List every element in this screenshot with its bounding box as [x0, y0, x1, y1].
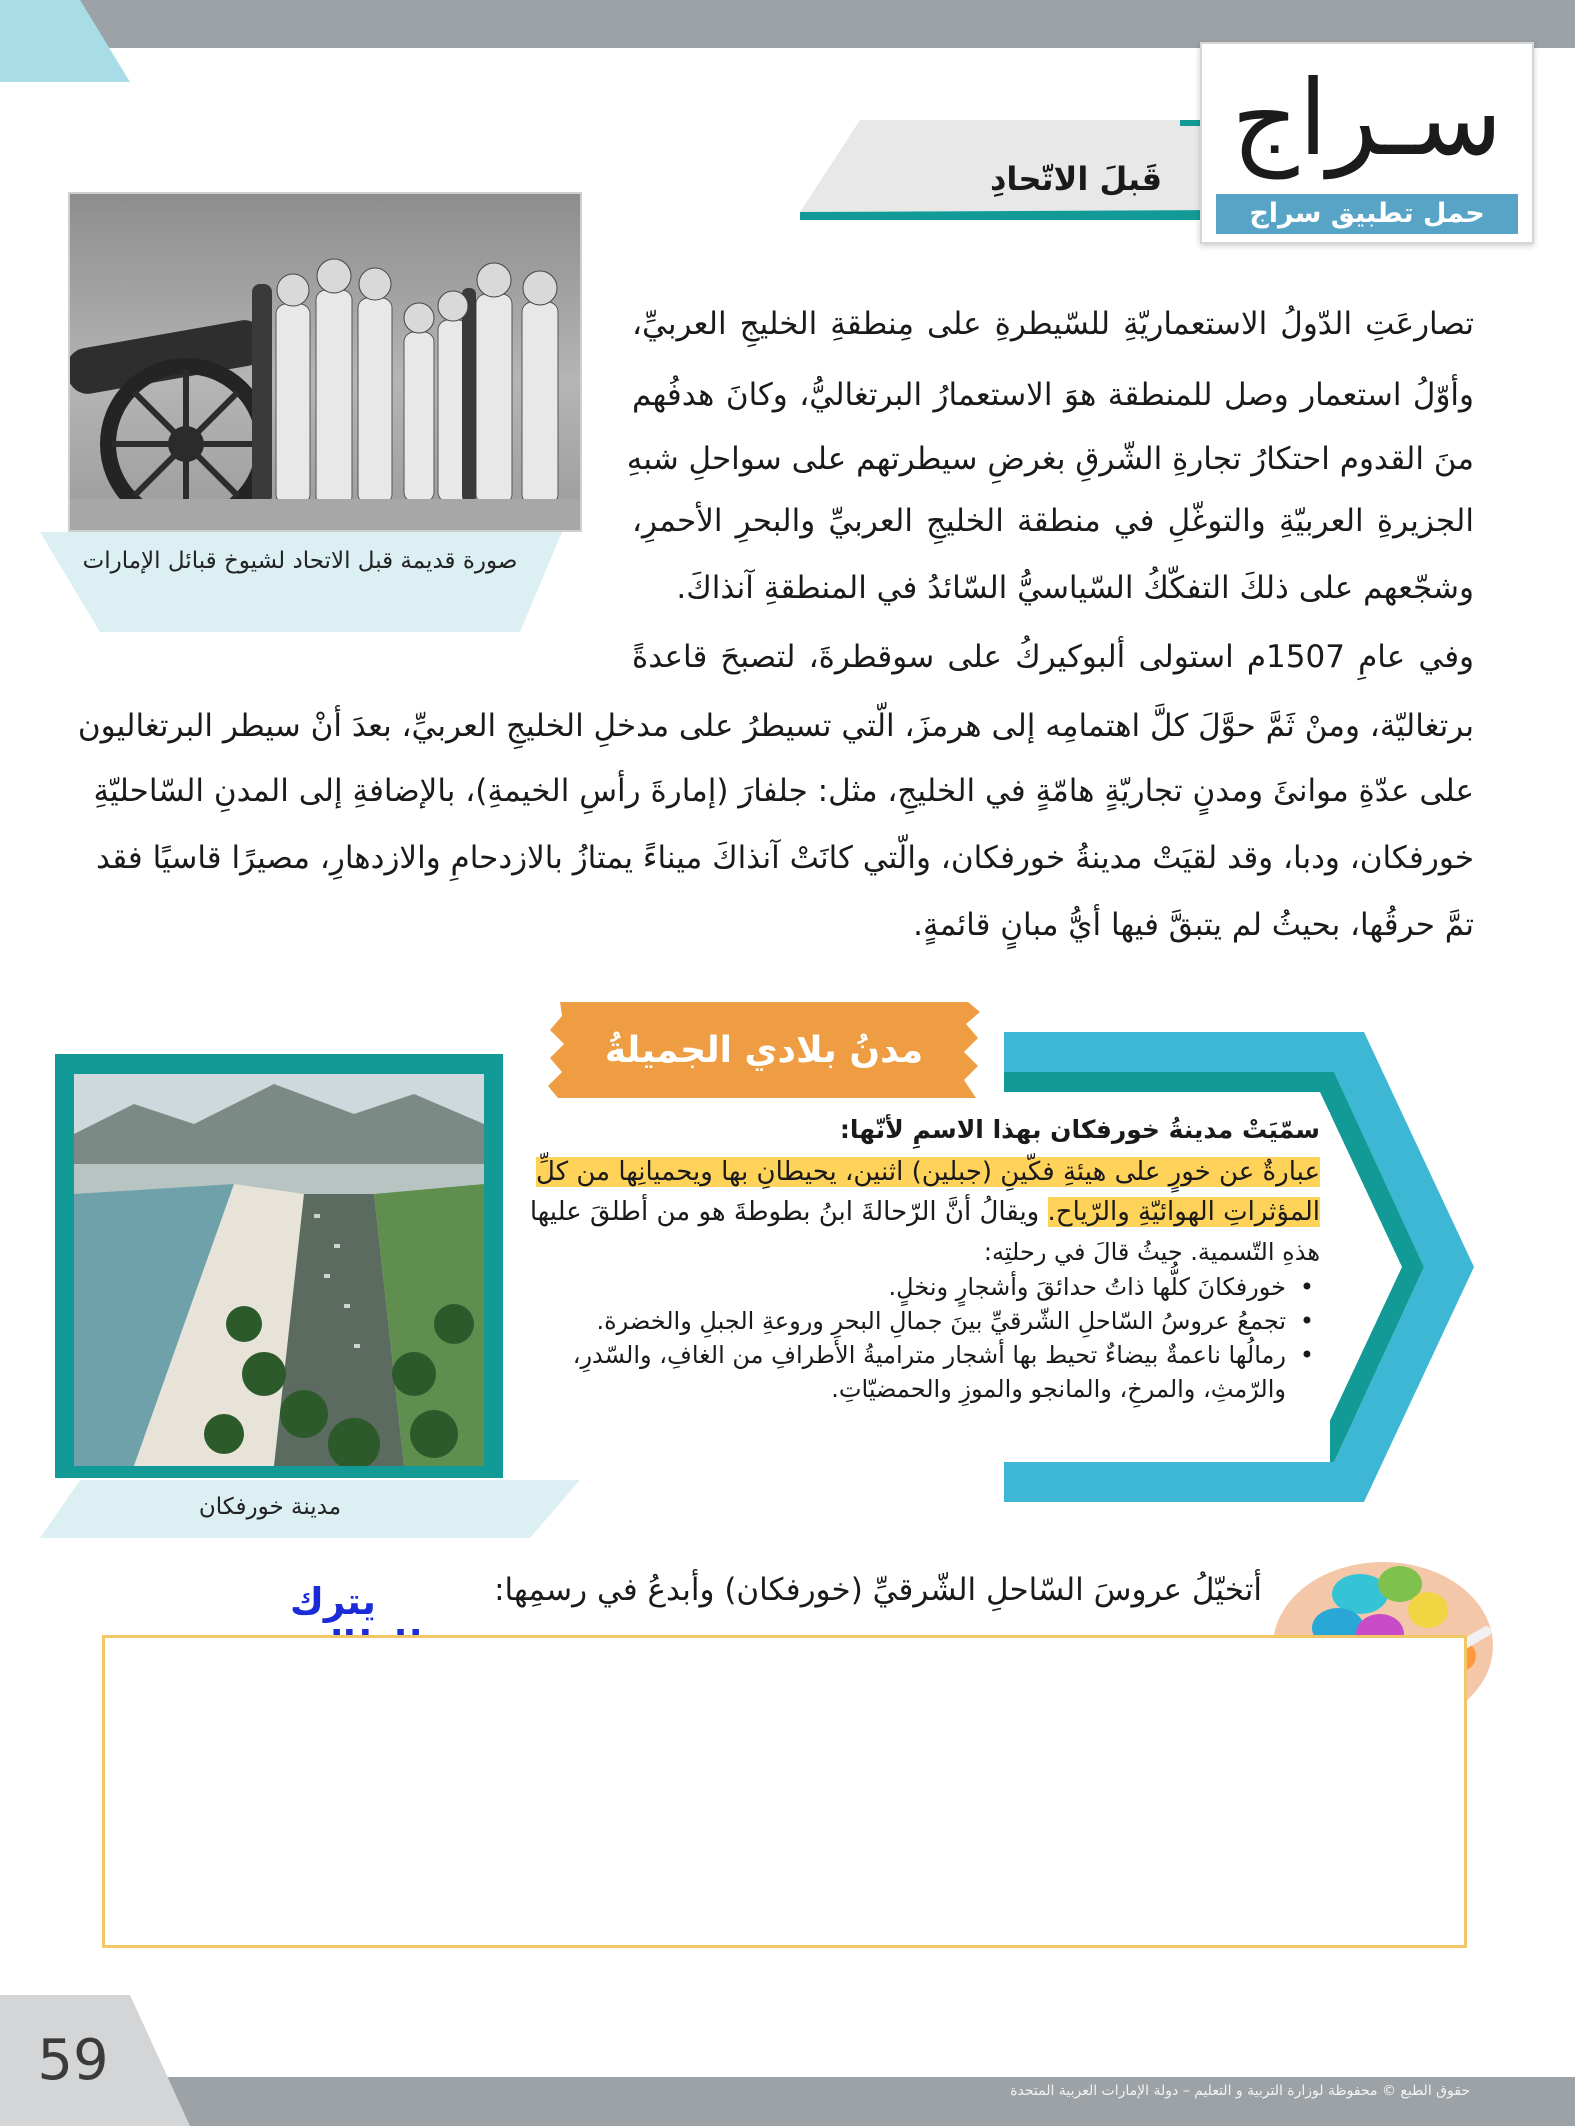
cities-bullets: [512, 1270, 1320, 1406]
highlighted-text: عبارةٌ عن خورٍ على هيئةِ فكّينِ (جبلين) اثنين، يحيطانِ بها ويحميانِها من كلِّ: [536, 1157, 1320, 1187]
historic-photo-caption: صورة قديمة قبل الاتحاد لشيوخ قبائل الإمارات: [82, 548, 518, 574]
khorfakkan-caption: مدينة خورفكان: [198, 1494, 342, 1520]
bullet-item: • رمالُها ناعمةٌ بيضاءٌ تحيط بها أشجار متراميةُ الأطرافِ من الغافِ، والسّدرِ، والرّمثِ، والمرخِ، والمانجو والموزِ والحمضيّاتِ.: [512, 1338, 1320, 1406]
cities-text: ويقالُ أنَّ الرّحالةَ ابنُ بطوطةَ هو من أطلقَ عليها: [529, 1197, 1048, 1227]
siraj-logo[interactable]: [1200, 42, 1534, 244]
paragraph-line: الجزيرةِ العربيّةِ والتوغّلِ في منطقة الخليجِ العربيِّ والبحرِ الأحمرِ،: [632, 503, 1474, 539]
student-note: يترك: [290, 1580, 376, 1623]
cities-question: سمّيَتْ مدينةُ خورفكان بهذا الاسمِ لأنّها:: [839, 1115, 1320, 1144]
paragraph-line: وأوّلُ استعمار وصل للمنطقة هوَ الاستعمارُ البرتغاليُّ، وكانَ هدفُهم: [632, 377, 1474, 413]
historic-photo: [68, 192, 582, 532]
paragraph-line: تصارعَتِ الدّولُ الاستعماريّةِ للسّيطرةِ على مِنطقةِ الخليجِ العربيِّ،: [632, 306, 1474, 342]
highlight-line: [508, 1154, 1320, 1190]
highlight-line: [508, 1194, 1320, 1230]
caption-background: [40, 532, 562, 632]
khorfakkan-photo-image: [74, 1074, 484, 1466]
copyright-notice: حقوق الطبع © محفوظة لوزارة التربية و التعليم – دولة الإمارات العربية المتحدة: [1010, 2083, 1470, 2099]
paragraph-line: منَ القدوم احتكارُ تجارةِ الشّرقِ بغرضِ سيطرتهم على سواحلِ شبهِ: [626, 441, 1474, 477]
historic-photo-image: [68, 194, 580, 532]
cities-text: هذهِ التّسمية. حيثُ قالَ في رحلتِه:: [983, 1238, 1320, 1266]
top-corner-accent: [0, 0, 130, 82]
drawing-area[interactable]: [102, 1635, 1467, 1948]
paragraph-line: برتغاليّة، ومنْ ثَمَّ حوَّلَ كلَّ اهتمامِه إلى هرمزَ، الّتي تسيطرُ على مدخلِ الخليجِ العربيِّ، بعدَ أنْ سيطر البرتغاليون: [77, 708, 1474, 744]
activity-prompt: أتخيّلُ عروسَ السّاحلِ الشّرقيِّ (خورفكان) وأبدعُ في رسمِها:: [494, 1572, 1262, 1608]
bullet-item: • تجمعُ عروسُ السّاحلِ الشّرقيِّ بينَ جمالِ البحرِ وروعةِ الجبلِ والخضرة.: [512, 1304, 1320, 1338]
paragraph-line: وشجّعهم على ذلكَ التفكّكُ السّياسيُّ السّائدُ في المنطقةِ آنذاكَ.: [676, 570, 1474, 606]
highlighted-text: المؤثراتِ الهوائيّةِ والرّياح.: [1047, 1197, 1320, 1227]
section-title: قَبلَ الاتّحادِ: [990, 160, 1163, 198]
top-bar: [0, 0, 1575, 48]
page-number: 59: [37, 2028, 109, 2093]
paragraph-line: وفي عامِ 1507م استولى ألبوكيركُ على سوقطرةَ، لتصبحَ قاعدةً: [632, 639, 1474, 675]
paragraph-line: خورفكان، ودبا، وقد لقيَتْ مدينةُ خورفكان، والّتي كانَتْ آنذاكَ ميناءً يمتازُ بالازدحامِ والازدهارِ، مصيرًا قاسيًا فقد: [95, 840, 1474, 876]
bullet-item: • خورفكانَ كلُّها ذاتُ حدائقَ وأشجارٍ ونخلٍ.: [512, 1270, 1320, 1304]
paragraph-line: على عدّةِ موانئَ ومدنٍ تجاريّةٍ هامّةٍ في الخليجِ، مثل: جلفارَ (إمارةَ رأسِ الخيمةِ)، بالإضافةِ إلى المدنِ السّاحليّةِ: [93, 773, 1474, 809]
khorfakkan-photo: [74, 1074, 484, 1466]
cities-banner-label: مدنُ بلادي الجميلةُ: [604, 1030, 924, 1071]
logo-wordmark: سـراج: [1231, 57, 1503, 179]
paragraph-line: تمَّ حرقُها، بحيثُ لم يتبقَّ فيها أيُّ مبانٍ قائمةٍ.: [913, 907, 1474, 943]
logo-tagline: حمل تطبيق سراج: [1216, 194, 1518, 234]
